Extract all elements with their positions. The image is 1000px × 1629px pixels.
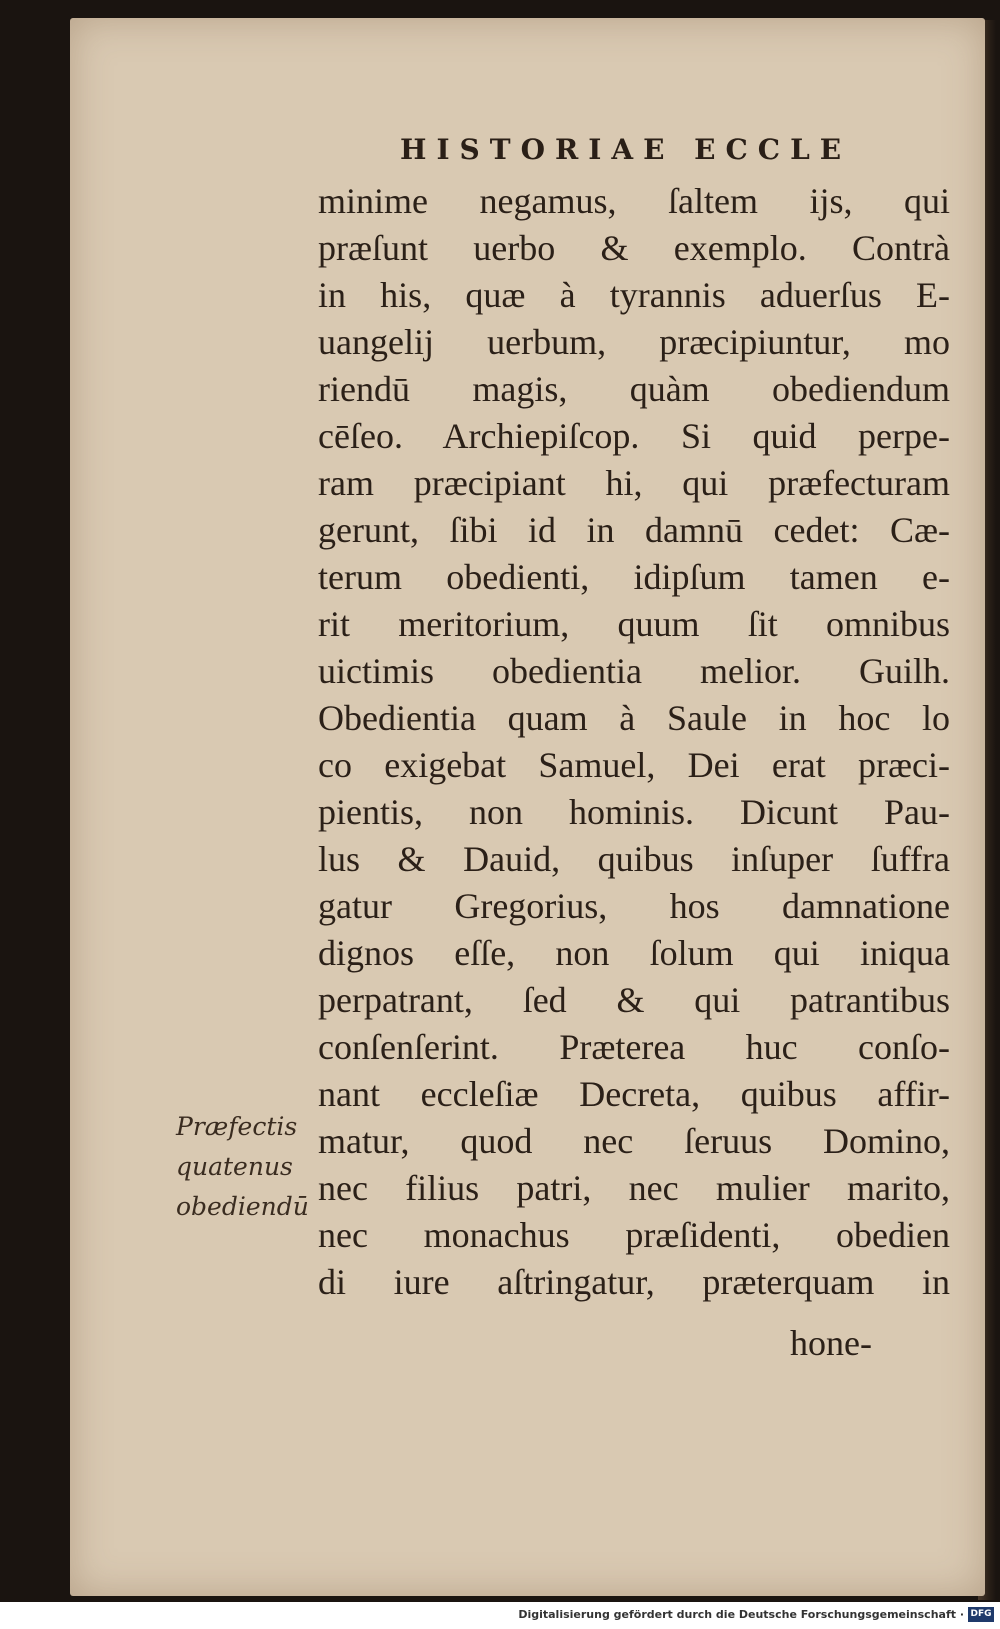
text-line: riendū magis, quàm obediendum: [318, 369, 950, 409]
text-line: rit meritorium, quum ſit omnibus: [318, 604, 950, 644]
text-line: dignos eſſe, non ſolum qui iniqua: [318, 933, 950, 973]
text-line: nant eccleſiæ Decreta, quibus affir-: [318, 1074, 950, 1114]
text-line: matur, quod nec ſeruus Domino,: [318, 1121, 950, 1161]
marginal-note-line: obediendū: [176, 1192, 309, 1221]
text-line: ram præcipiant hi, qui præfecturam: [318, 463, 950, 503]
dfg-logo[interactable]: DFG: [968, 1607, 994, 1622]
text-line: conſenſerint. Præterea huc conſo-: [318, 1027, 950, 1067]
footer-bar: [0, 1602, 1000, 1629]
running-head: HISTORIAE ECCLE: [400, 133, 852, 166]
text-line: lus & Dauid, quibus inſuper ſuffra: [318, 839, 950, 879]
text-line: di iure aſtringatur, præterquam in: [318, 1262, 950, 1302]
text-line: nec filius patri, nec mulier marito,: [318, 1168, 950, 1208]
footer-credit: Digitalisierung gefördert durch die Deutsche Forschungsgemeinschaft ·: [518, 1608, 964, 1621]
marginal-note: [176, 1107, 309, 1227]
text-line: uangelij uerbum, præcipiuntur, mo: [318, 322, 950, 362]
text-line: co exigebat Samuel, Dei erat præci-: [318, 745, 950, 785]
text-line: nec monachus præſidenti, obedien: [318, 1215, 950, 1255]
text-line: gerunt, ſibi id in damnū cedet: Cæ-: [318, 510, 950, 550]
text-line: præſunt uerbo & exemplo. Contrà: [318, 228, 950, 268]
text-line: Obedientia quam à Saule in hoc lo: [318, 698, 950, 738]
text-line: gatur Gregorius, hos damnatione: [318, 886, 950, 926]
marginal-note-line: quatenus: [176, 1152, 293, 1181]
text-line: cēſeo. Archiepiſcop. Si quid perpe-: [318, 416, 950, 456]
text-line: uictimis obedientia melior. Guilh.: [318, 651, 950, 691]
text-line: pientis, non hominis. Dicunt Pau-: [318, 792, 950, 832]
catchword: hone-: [790, 1323, 872, 1363]
text-line: in his, quæ à tyrannis aduerſus E-: [318, 275, 950, 315]
text-line: perpatrant, ſed & qui patrantibus: [318, 980, 950, 1020]
text-line: minime negamus, ſaltem ijs, qui: [318, 181, 950, 221]
marginal-note-line: Præfectis: [176, 1112, 298, 1141]
text-line: terum obedienti, idipſum tamen e-: [318, 557, 950, 597]
body-text: [318, 178, 950, 1306]
